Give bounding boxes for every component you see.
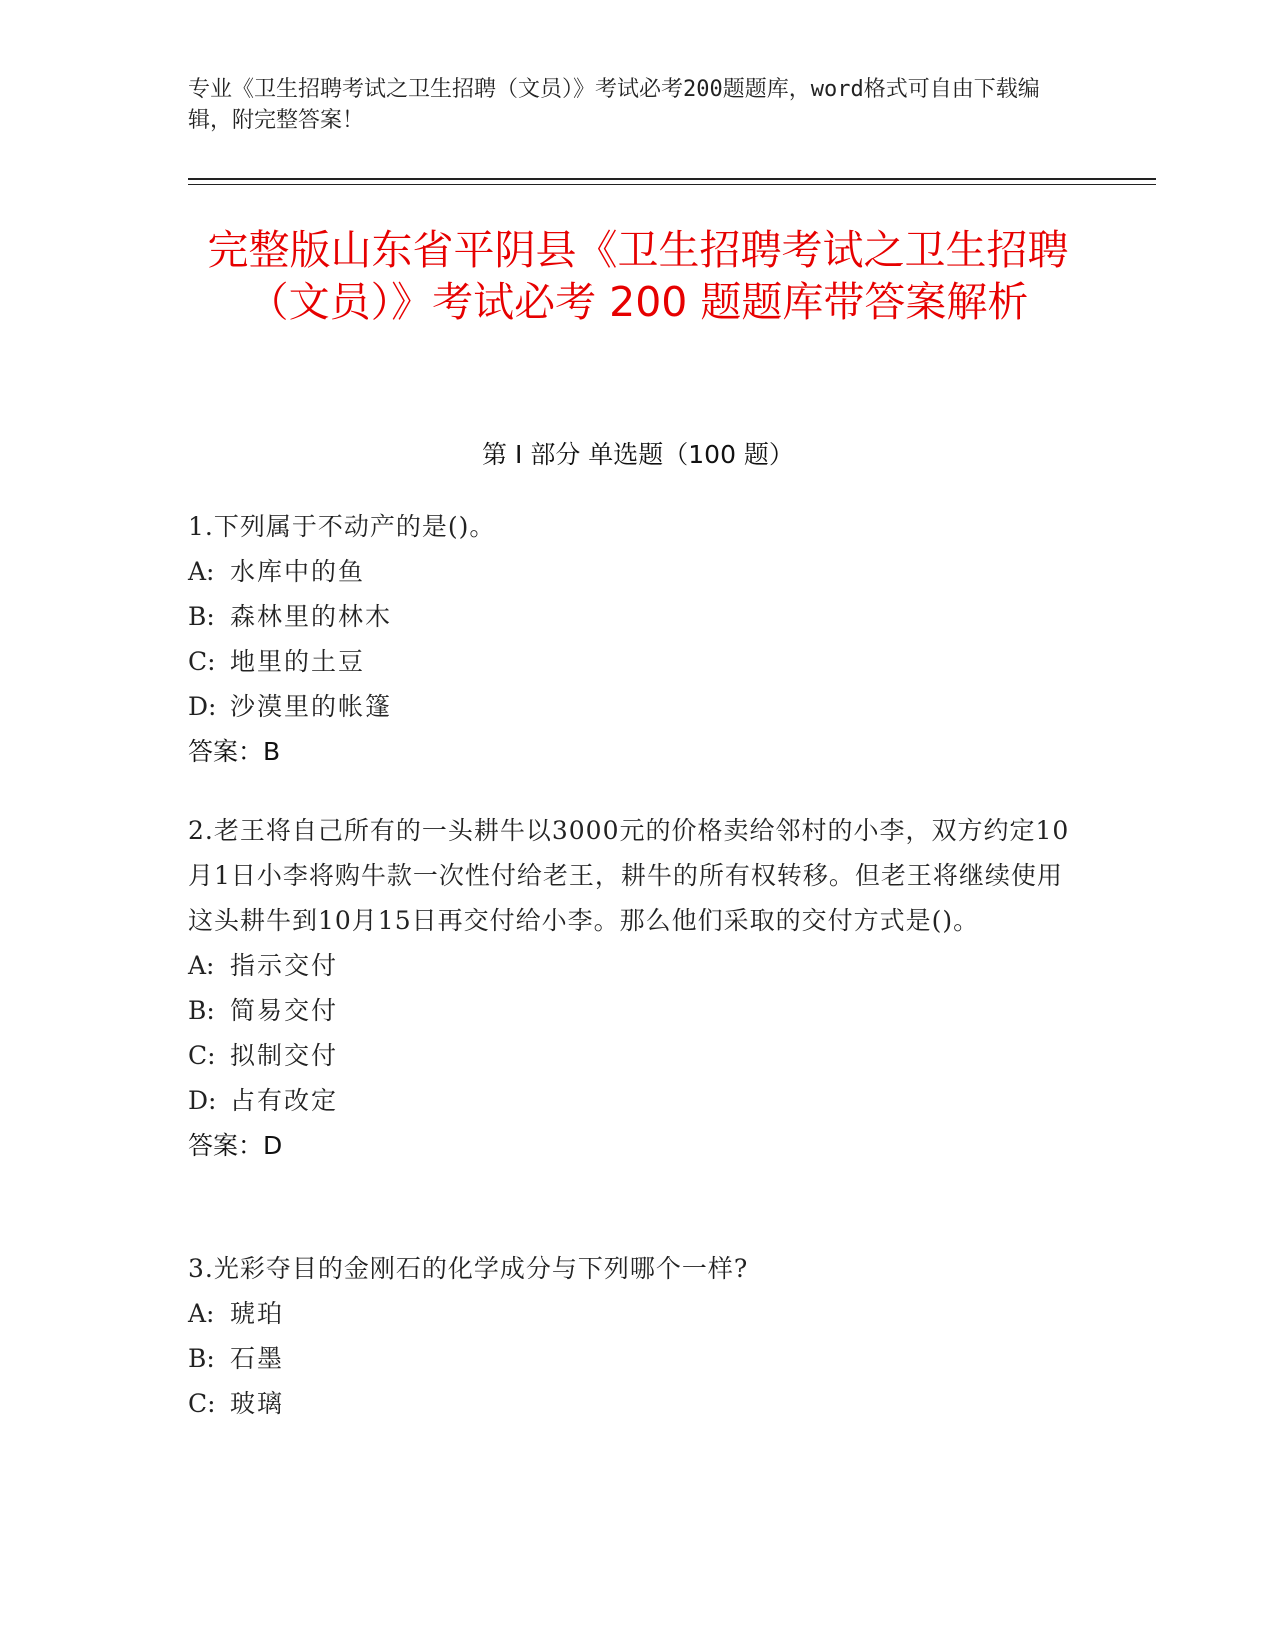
option-c bbox=[188, 639, 1088, 684]
option-letter: C: bbox=[188, 1041, 216, 1070]
option-letter: A: bbox=[188, 1299, 215, 1328]
option-text: 琥珀 bbox=[230, 1299, 285, 1328]
option-c bbox=[188, 1381, 1088, 1426]
option-letter: D: bbox=[188, 1086, 217, 1115]
option-text: 玻璃 bbox=[230, 1389, 285, 1418]
option-a bbox=[188, 1291, 1088, 1336]
question-stem: 3.光彩夺目的金刚石的化学成分与下列哪个一样? bbox=[188, 1254, 749, 1283]
option-d bbox=[188, 1078, 1088, 1123]
option-b bbox=[188, 1336, 1088, 1381]
option-letter: A: bbox=[188, 951, 215, 980]
answer: 答案：B bbox=[188, 737, 281, 766]
question-2 bbox=[188, 808, 1088, 1168]
question-stem: 1.下列属于不动产的是()。 bbox=[188, 512, 496, 541]
question-1 bbox=[188, 504, 1088, 774]
answer: 答案：D bbox=[188, 1131, 283, 1160]
option-text: 沙漠里的帐篷 bbox=[230, 692, 393, 721]
option-a bbox=[188, 943, 1088, 988]
option-text: 指示交付 bbox=[230, 951, 339, 980]
option-text: 地里的土豆 bbox=[230, 647, 366, 676]
option-a bbox=[188, 549, 1088, 594]
option-text: 水库中的鱼 bbox=[230, 557, 366, 586]
option-d bbox=[188, 684, 1088, 729]
option-text: 拟制交付 bbox=[230, 1041, 339, 1070]
option-b bbox=[188, 594, 1088, 639]
option-letter: B: bbox=[188, 602, 215, 631]
option-letter: C: bbox=[188, 647, 216, 676]
question-stem: 2.老王将自己所有的一头耕牛以3000元的价格卖给邻村的小李，双方约定10月1日小李将购牛款一次性付给老王，耕牛的所有权转移。但老王将继续使用这头耕牛到10月15日再交付给小李。那么他们采取的交付方式是()。 bbox=[188, 816, 1070, 935]
option-letter: B: bbox=[188, 1344, 215, 1373]
option-b bbox=[188, 988, 1088, 1033]
document-title: 完整版山东省平阴县《卫生招聘考试之卫生招聘（文员）》考试必考 200 题题库带答案解析 bbox=[207, 226, 1069, 326]
header-note: 专业《卫生招聘考试之卫生招聘（文员）》考试必考200题题库，word格式可自由下载编辑，附完整答案！ bbox=[188, 77, 1040, 133]
header-divider-thick bbox=[188, 178, 1156, 180]
option-letter: B: bbox=[188, 996, 215, 1025]
option-text: 石墨 bbox=[230, 1344, 285, 1373]
section-title: 第 I 部分 单选题（100 题） bbox=[482, 440, 794, 469]
option-letter: D: bbox=[188, 692, 217, 721]
option-c bbox=[188, 1033, 1088, 1078]
option-text: 简易交付 bbox=[230, 996, 339, 1025]
option-text: 占有改定 bbox=[230, 1086, 339, 1115]
header-divider-thin bbox=[188, 184, 1156, 185]
option-letter: C: bbox=[188, 1389, 216, 1418]
option-letter: A: bbox=[188, 557, 215, 586]
question-3 bbox=[188, 1246, 1088, 1426]
option-text: 森林里的林木 bbox=[230, 602, 393, 631]
